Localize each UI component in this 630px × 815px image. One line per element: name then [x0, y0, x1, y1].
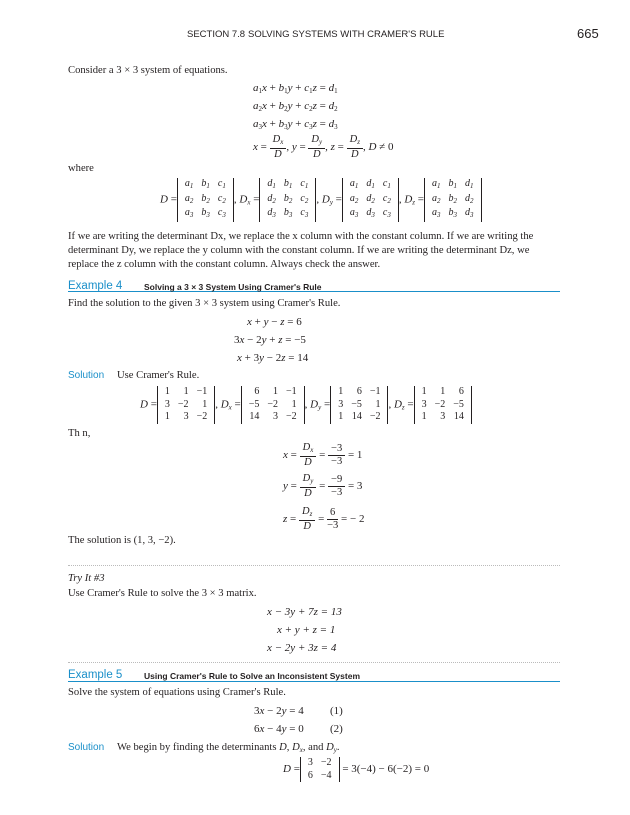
matrix-cell: 1: [291, 398, 297, 410]
matrix-cell: 1: [440, 386, 446, 397]
matrix-cell: −2: [177, 398, 189, 410]
matrix-cell: 1: [421, 411, 427, 422]
matrix-cell: −2: [286, 411, 297, 422]
matrix-cell: −5: [248, 398, 260, 410]
z-solution: z = $\frac{D_z}{D}$ = $\frac{6}{-3}$ = − 2: [283, 506, 365, 532]
matrix-cell: 3: [273, 411, 279, 422]
y-solution: y = $\frac{D_y}{D}$ = $\frac{-9}{-3}$ = 3: [283, 473, 363, 499]
matrix-cell: 1: [421, 386, 427, 397]
matrix-cell: −1: [369, 386, 381, 397]
matrix-cell: 6: [307, 769, 313, 781]
matrix-cell: −5: [351, 398, 362, 410]
matrix-cell: 1: [202, 398, 208, 410]
page-header: [0, 0, 630, 40]
matrix-cell: 1: [338, 411, 344, 422]
cramer-formula: x = $\frac{D_x}{D}$ , y = $\frac{D_y}{D}$ , z = $\frac{D_z}{D}$ , D ≠ 0: [253, 134, 394, 160]
ex5-eq2-number: (2): [330, 723, 343, 735]
header-section: SECTION 7.8: [187, 29, 246, 40]
matrix-Dy: [330, 386, 388, 424]
tryit-rule-bottom: [68, 662, 560, 663]
example4-title: Solving a 3 × 3 System Using Cramer's Rule: [144, 282, 322, 292]
matrix-cell: 1: [164, 411, 170, 422]
matrix-cell: 1: [273, 386, 279, 397]
tryit-rule-top: [68, 565, 560, 566]
matrix-cell: 6: [356, 386, 362, 397]
example5-rule: [68, 681, 560, 682]
then-text: Th n,: [68, 428, 91, 439]
matrix-cell: 6: [458, 386, 464, 397]
matrix-cell: 14: [249, 411, 260, 422]
system-eq1: $a_1x + b_1y + c_1z = d_1$: [253, 82, 338, 95]
example5-solution-text: We begin by finding the determinants D, $D_x$, and $D_y$.: [117, 742, 340, 754]
ex4-eq1: x + y − z = 6: [247, 316, 302, 328]
example5-solution-label: Solution: [68, 742, 105, 753]
det-result: = 3(−4) − 6(−2) = 0: [342, 763, 430, 776]
example5-label: Example 5: [68, 669, 123, 681]
example4-label: Example 4: [68, 280, 123, 292]
matrix-cell: −2: [369, 411, 381, 422]
matrix-cell: 1: [375, 398, 381, 410]
ex4-eq2: 3x − 2y + z = −5: [234, 334, 306, 346]
tryit-eq2: x + y + z = 1: [277, 624, 336, 636]
x-solution: x = $\frac{D_x}{D}$ = $\frac{-3}{-3}$ = 1: [283, 442, 363, 468]
example4-solution-label: Solution: [68, 370, 105, 381]
example4-answer: The solution is (1, 3, −2).: [68, 535, 176, 546]
tryit-eq3: x − 2y + 3z = 4: [267, 642, 337, 654]
matrix-cell: −2: [434, 398, 446, 410]
general-determinants: D = $a_1$ $b_1$ $c_1$ $a_2$ $b_2$ $c_2$ $a_3$ $b_3$ $c_3$ , $D_x$ = $d_1$ $b_1$ $c_1$ $d_2$ $b_2$ $c_2$ $d_3$ $b_3$ $c_3$ , $D_y$ = $a_1$ $d_1$ $c_1$ $a_2$ $d_2$ $c_2$ $a_3$ $d_3$ $c_3$ , $D_z$ = $a_1$ $b_1$ $d_1$ $a_2$ $b_2$ $d_2$ $a_3$ $b_3$ $d_3$: [160, 178, 482, 222]
matrix-cell: −4: [320, 769, 332, 781]
matrix-cell: 14: [351, 411, 362, 422]
tryit-eq1: x − 3y + 7z = 13: [267, 606, 342, 618]
matrix-D5: [300, 757, 340, 782]
matrix-cell: 3: [183, 411, 189, 422]
ex5-determinant: D = 3 −2 6 −4 = 3(−4) − 6(−2) = 0: [283, 757, 430, 781]
matrix-cell: −2: [267, 398, 279, 410]
system-eq2: $a_2x + b_2y + c_2z = d_2$: [253, 100, 338, 113]
matrix-cell: 3: [164, 398, 170, 410]
matrix-cell: −2: [196, 411, 208, 422]
matrix-Dz: [414, 386, 472, 424]
matrix-cell: 3: [307, 757, 313, 768]
ex5-eq1-number: (1): [330, 705, 343, 717]
header-title: SOLVING SYSTEMS WITH CRAMER'S RULE: [248, 29, 445, 40]
ex4-determinants: D = 1 1 −1 3 −2 1 1 3 −2 , $D_x$ = 6 1 −1 −5 −2 1 14 3 −2 , $D_y$ = 1 6 −1 3 −5 1 1 14 −2 , $D_z$ = 1 1 6 3 −2 −5 1 3 14: [140, 386, 472, 424]
matrix-cell: 1: [338, 386, 344, 397]
example5-title: Using Cramer's Rule to Solve an Inconsistent System: [144, 671, 360, 681]
matrix-cell: 3: [440, 411, 446, 422]
example4-prompt: Find the solution to the given 3 × 3 system using Cramer's Rule.: [68, 298, 341, 309]
matrix-cell: −1: [196, 386, 208, 397]
matrix-cell: 3: [338, 398, 344, 410]
tryit-label: Try It #3: [68, 573, 105, 584]
system-eq3: $a_3x + b_3y + c_3z = d_3$: [253, 118, 338, 131]
intro-text: Consider a 3 × 3 system of equations.: [68, 65, 228, 76]
matrix-cell: 1: [183, 386, 189, 397]
matrix-cell: −1: [286, 386, 297, 397]
matrix-cell: −5: [453, 398, 464, 410]
example5-prompt: Solve the system of equations using Cramer's Rule.: [68, 687, 286, 698]
tryit-prompt: Use Cramer's Rule to solve the 3 × 3 matrix.: [68, 588, 257, 599]
example4-solution-text: Use Cramer's Rule.: [117, 370, 200, 381]
ex4-eq3: x + 3y − 2z = 14: [237, 352, 309, 364]
matrix-cell: 14: [453, 411, 464, 422]
matrix-cell: 1: [164, 386, 170, 397]
where-text: where: [68, 163, 94, 174]
writing-note: If we are writing the determinant Dx, we replace the x column with the constant column. If we are writing the determinant Dy, we replace the y column with the constant column. If we are writing the determinant Dz, we replace the z column with the constant column. Always check the answer.: [68, 231, 534, 270]
matrix-Dx: [241, 386, 305, 424]
page-number: 665: [577, 26, 599, 41]
ex5-eq2: 6x − 4y = 0: [254, 723, 304, 735]
matrix-cell: −2: [320, 757, 332, 768]
matrix-D: [157, 386, 215, 424]
matrix-cell: 3: [421, 398, 427, 410]
matrix-cell: 6: [254, 386, 260, 397]
ex5-eq1: 3x − 2y = 4: [254, 705, 304, 717]
